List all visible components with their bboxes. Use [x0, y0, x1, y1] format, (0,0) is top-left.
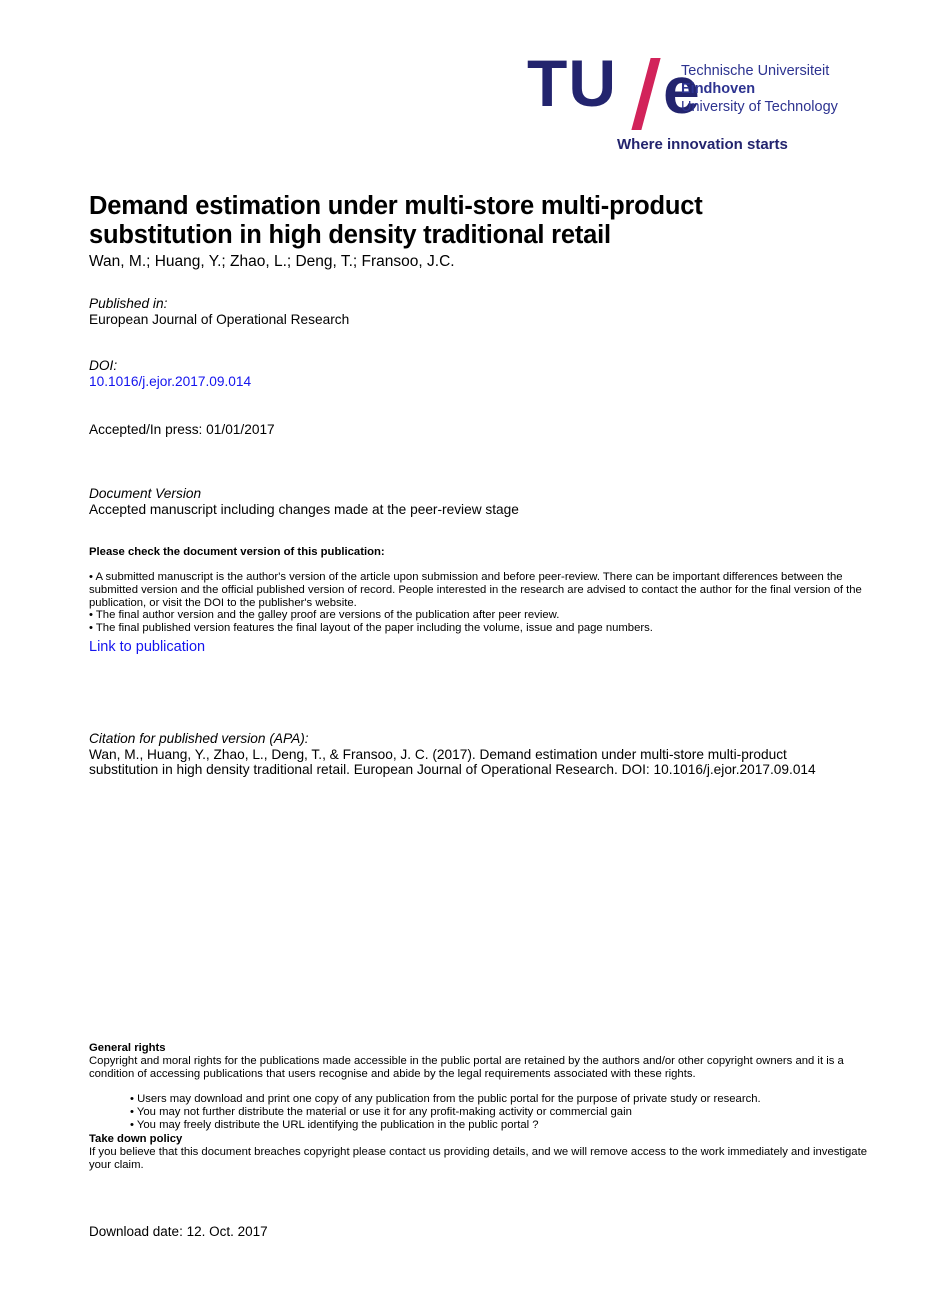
doi-block: [89, 358, 251, 389]
document-version-block: [89, 486, 789, 517]
published-in-label: Published in:: [89, 296, 168, 311]
logo-line-3: University of Technology: [681, 98, 838, 115]
version-check-bullet: • The final author version and the galley proof are versions of the publication after peer review.: [89, 609, 560, 622]
link-to-publication[interactable]: Link to publication: [89, 639, 206, 655]
paper-authors: Wan, M.; Huang, Y.; Zhao, L.; Deng, T.; Fransoo, J.C.: [89, 253, 455, 270]
document-version-value: Accepted manuscript including changes made at the peer-review stage: [89, 501, 519, 517]
general-rights-bullets: [130, 1093, 874, 1131]
download-date: Download date: 12. Oct. 2017: [89, 1224, 268, 1239]
version-check-heading: Please check the document version of this publication:: [89, 546, 385, 558]
general-rights-text: Copyright and moral rights for the publications made accessible in the public portal are retained by the authors and/or other copyright owners and it is a condition of accessing publications that users recognise and abide by the legal requirements associated with these rights.: [89, 1055, 844, 1080]
accepted-line: Accepted/In press: 01/01/2017: [89, 422, 275, 437]
general-rights-heading: General rights: [89, 1042, 166, 1054]
document-version-label: Document Version: [89, 486, 202, 501]
general-rights-bullet: • You may freely distribute the URL identifying the publication in the public portal ?: [130, 1118, 539, 1131]
general-rights-bullet: • You may not further distribute the material or use it for any profit-making activity or commercial gain: [130, 1105, 632, 1118]
citation-label: Citation for published version (APA):: [89, 731, 309, 746]
take-down-heading: Take down policy: [89, 1133, 183, 1145]
citation-text: Wan, M., Huang, Y., Zhao, L., Deng, T., & Fransoo, J. C. (2017). Demand estimation under multi-store multi-product substitution in high density traditional retail. European Journal of Operational Research. DOI: 10.1016/j.ejor.2017.09.014: [89, 747, 816, 778]
logo-line-1: Technische Universiteit: [681, 63, 830, 79]
tue-logo-slash-icon: [631, 58, 660, 130]
tue-logo-e: e: [663, 53, 700, 127]
doi-link[interactable]: 10.1016/j.ejor.2017.09.014: [89, 373, 252, 389]
take-down-text: If you believe that this document breaches copyright please contact us providing details, and we will remove access to the work immediately and investigate your claim.: [89, 1146, 868, 1171]
tue-tagline: Where innovation starts: [617, 136, 788, 153]
tue-logo-tu: TU: [527, 46, 617, 120]
version-check-bullet: • The final published version features the final layout of the paper including the volume, issue and page numbers.: [89, 622, 653, 635]
version-check-bullets: [89, 571, 873, 635]
tue-logo-wordmark: [681, 63, 838, 116]
paper-title: Demand estimation under multi-store multi-product substitution in high density traditional retail: [89, 192, 703, 249]
doi-label: DOI:: [89, 358, 118, 373]
logo-line-2: Eindhoven: [681, 80, 756, 97]
version-check-bullet: • A submitted manuscript is the author's version of the article upon submission and before peer-review. There can be important differences between the submitted version and the official published version of record. People interested in the research are advised to contact the author for the final version of the publication, or visit the DOI to the publisher's website.: [89, 571, 862, 609]
published-in-block: [89, 296, 349, 327]
published-in-value: European Journal of Operational Research: [89, 311, 350, 327]
general-rights-bullet: • Users may download and print one copy of any publication from the public portal for the purpose of private study or research.: [130, 1093, 761, 1105]
